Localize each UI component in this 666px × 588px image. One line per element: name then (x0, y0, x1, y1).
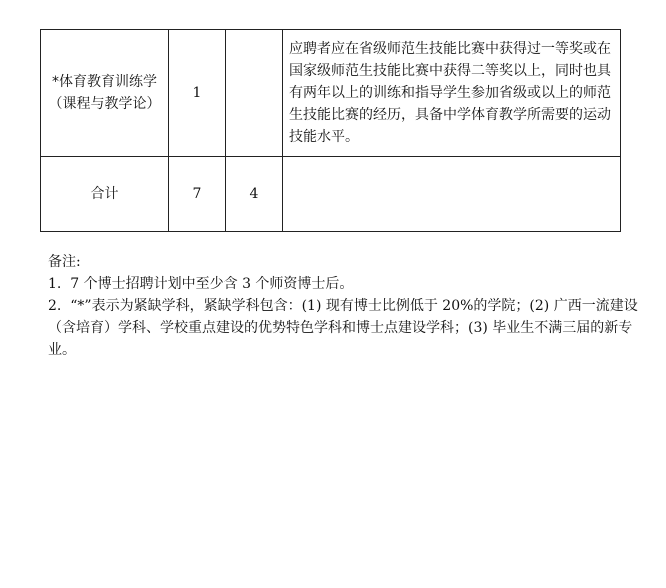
note-item-1: 1. 7 个博士招聘计划中至少含 3 个师资博士后。 (48, 276, 354, 292)
total-count-cell-2: 4 (226, 157, 283, 232)
table-row-total (41, 157, 621, 232)
recruitment-table (40, 29, 621, 232)
notes-section (48, 251, 638, 361)
total-requirement-cell (283, 157, 621, 232)
table-row (41, 30, 621, 157)
note-item-2: 2. “*”表示为紧缺学科，紧缺学科包含：(1) 现有博士比例低于 20%的学院；(2) 广西一流建设（含培育）学科、学校重点建设的优势特色学科和博士点建设学科；(3) 毕业生不满三届的新专业。 (48, 298, 638, 358)
total-label-cell: 合计 (41, 157, 169, 232)
count-cell: 1 (169, 30, 226, 157)
requirement-cell: 应聘者应在省级师范生技能比赛中获得过一等奖或在国家级师范生技能比赛中获得二等奖以上，同时也具有两年以上的训练和指导学生参加省级或以上的师范生技能比赛的经历，具备中学体育教学所需要的运动技能水平。 (283, 30, 621, 157)
subject-cell: *体育教育训练学（课程与教学论） (41, 30, 169, 157)
count-cell-2 (226, 30, 283, 157)
total-count-cell: 7 (169, 157, 226, 232)
notes-heading: 备注: (48, 254, 81, 270)
